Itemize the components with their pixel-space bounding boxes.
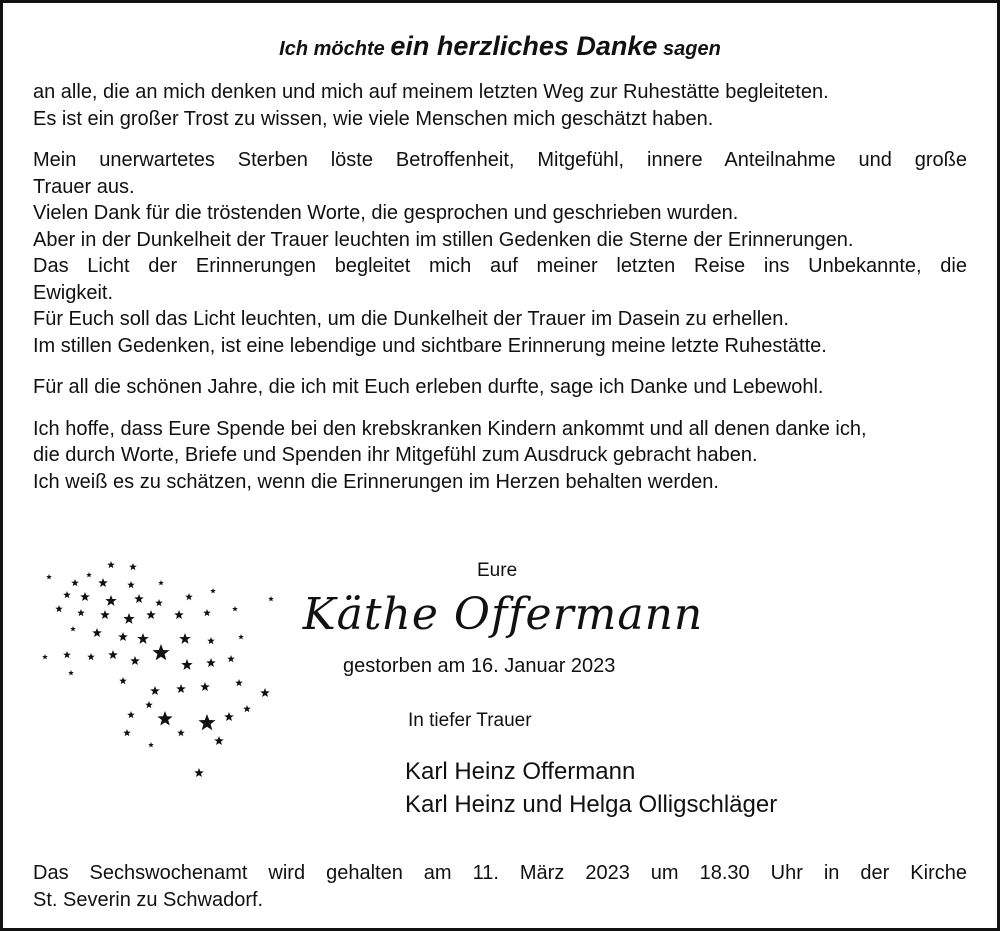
star-icon <box>108 650 118 659</box>
star-icon <box>98 578 108 587</box>
deceased-name: Käthe Offermann <box>302 589 704 640</box>
star-icon <box>107 561 115 568</box>
star-icon <box>137 633 148 644</box>
text-line: St. Severin zu Schwadorf. <box>33 888 264 911</box>
star-icon <box>123 613 134 624</box>
star-icon <box>157 711 172 725</box>
star-icon <box>177 729 185 736</box>
star-icon <box>150 686 160 695</box>
star-icon <box>203 609 211 616</box>
text-line: Vielen Dank für die tröstenden Worte, die gesprochen und geschrieben wurden. <box>33 202 739 224</box>
star-icon <box>235 679 243 686</box>
text-line: Im stillen Gedenken, ist eine lebendige und sichtbare Erinnerung meine letzte Ruhestätte. <box>33 334 827 357</box>
star-icon <box>198 714 215 730</box>
star-icon <box>127 581 135 588</box>
paragraph-4 <box>33 416 967 496</box>
star-icon <box>238 634 244 639</box>
headline-post: sagen <box>663 38 721 60</box>
star-icon <box>146 610 156 619</box>
text-line: Für all die schönen Jahre, die ich mit Euch erleben durfte, sage ich Danke und Lebewohl. <box>33 376 824 398</box>
star-icon <box>134 594 144 603</box>
star-icon <box>42 654 48 659</box>
star-icon <box>105 595 116 606</box>
star-icon <box>63 651 71 658</box>
text-line: Ich weiß es zu schätzen, wenn die Erinnerungen im Herzen behalten werden. <box>33 470 719 493</box>
headline-main: ein herzliches Danke <box>390 31 658 61</box>
text-line: Das Licht der Erinnerungen begleitet mich auf meiner letzten Reise ins Unbekannte, die <box>33 255 967 277</box>
signoff: Eure <box>477 560 518 581</box>
text-line: die durch Worte, Briefe und Spenden ihr Mitgefühl zum Ausdruck gebracht haben. <box>33 444 758 466</box>
star-icon <box>200 682 210 691</box>
star-icon <box>224 712 234 721</box>
mourner-name: Karl Heinz Offermann <box>405 758 636 785</box>
star-icon <box>206 658 216 667</box>
star-icon <box>260 688 270 697</box>
thank-you-text <box>33 79 967 510</box>
star-icon <box>243 705 251 712</box>
star-icon <box>55 605 63 612</box>
star-icon <box>214 736 224 745</box>
text-line: Trauer aus. <box>33 175 135 198</box>
star-icon <box>100 610 110 619</box>
headline <box>3 31 997 64</box>
star-icon <box>86 572 92 577</box>
star-icon <box>119 677 127 684</box>
paragraph-1 <box>33 79 967 132</box>
star-icon <box>80 592 90 601</box>
star-icon <box>181 659 192 670</box>
headline-pre: Ich möchte <box>279 38 385 60</box>
star-icon <box>145 701 153 708</box>
star-icon <box>70 626 76 631</box>
star-icon <box>127 711 135 718</box>
text-line: an alle, die an mich denken und mich auf meinem letzten Weg zur Ruhestätte begleiteten. <box>33 81 829 103</box>
star-icon <box>227 655 235 662</box>
star-icon <box>130 656 140 665</box>
star-icon <box>174 610 184 619</box>
star-cluster-icon <box>31 553 291 793</box>
paragraph-3 <box>33 374 967 401</box>
star-icon <box>77 609 85 616</box>
text-line: Ich hoffe, dass Eure Spende bei den krebskranken Kindern ankommt und all denen danke ich, <box>33 417 867 440</box>
text-line: Mein unerwartetes Sterben löste Betroffenheit, Mitgefühl, innere Anteilnahme und große <box>33 149 967 171</box>
star-icon <box>152 644 169 660</box>
star-icon <box>63 591 71 598</box>
mourners-list <box>405 755 777 821</box>
star-icon <box>194 768 204 777</box>
text-line: Das Sechswochenamt wird gehalten am 11. März 2023 um 18.30 Uhr in der Kirche <box>33 862 967 884</box>
star-icon <box>268 596 274 601</box>
mourning-label: In tiefer Trauer <box>408 710 532 731</box>
star-icon <box>123 729 131 736</box>
star-icon <box>155 599 163 606</box>
star-icon <box>158 580 164 585</box>
star-icon <box>232 606 238 611</box>
date-of-death: gestorben am 16. Januar 2023 <box>343 655 616 677</box>
text-line: Es ist ein großer Trost zu wissen, wie viele Menschen mich geschätzt haben. <box>33 107 714 130</box>
star-icon <box>71 579 79 586</box>
star-icon <box>207 637 215 644</box>
star-icon <box>148 742 154 747</box>
star-icon <box>92 628 102 637</box>
star-icon <box>87 653 95 660</box>
text-line: Ewigkeit. <box>33 281 114 304</box>
text-line: Aber in der Dunkelheit der Trauer leuchten im stillen Gedenken die Sterne der Erinnerungen. <box>33 228 854 251</box>
paragraph-2 <box>33 147 967 359</box>
star-icon <box>185 593 193 600</box>
star-icon <box>118 632 128 641</box>
star-icon <box>210 588 216 593</box>
star-icon <box>179 633 190 644</box>
text-line: Für Euch soll das Licht leuchten, um die Dunkelheit der Trauer im Dasein zu erhellen. <box>33 308 789 330</box>
star-icon <box>68 670 74 675</box>
star-icon <box>176 684 186 693</box>
service-notice <box>33 860 967 913</box>
star-icon <box>129 563 137 570</box>
mourner-name: Karl Heinz und Helga Olligschläger <box>405 791 778 818</box>
star-icon <box>46 574 52 579</box>
